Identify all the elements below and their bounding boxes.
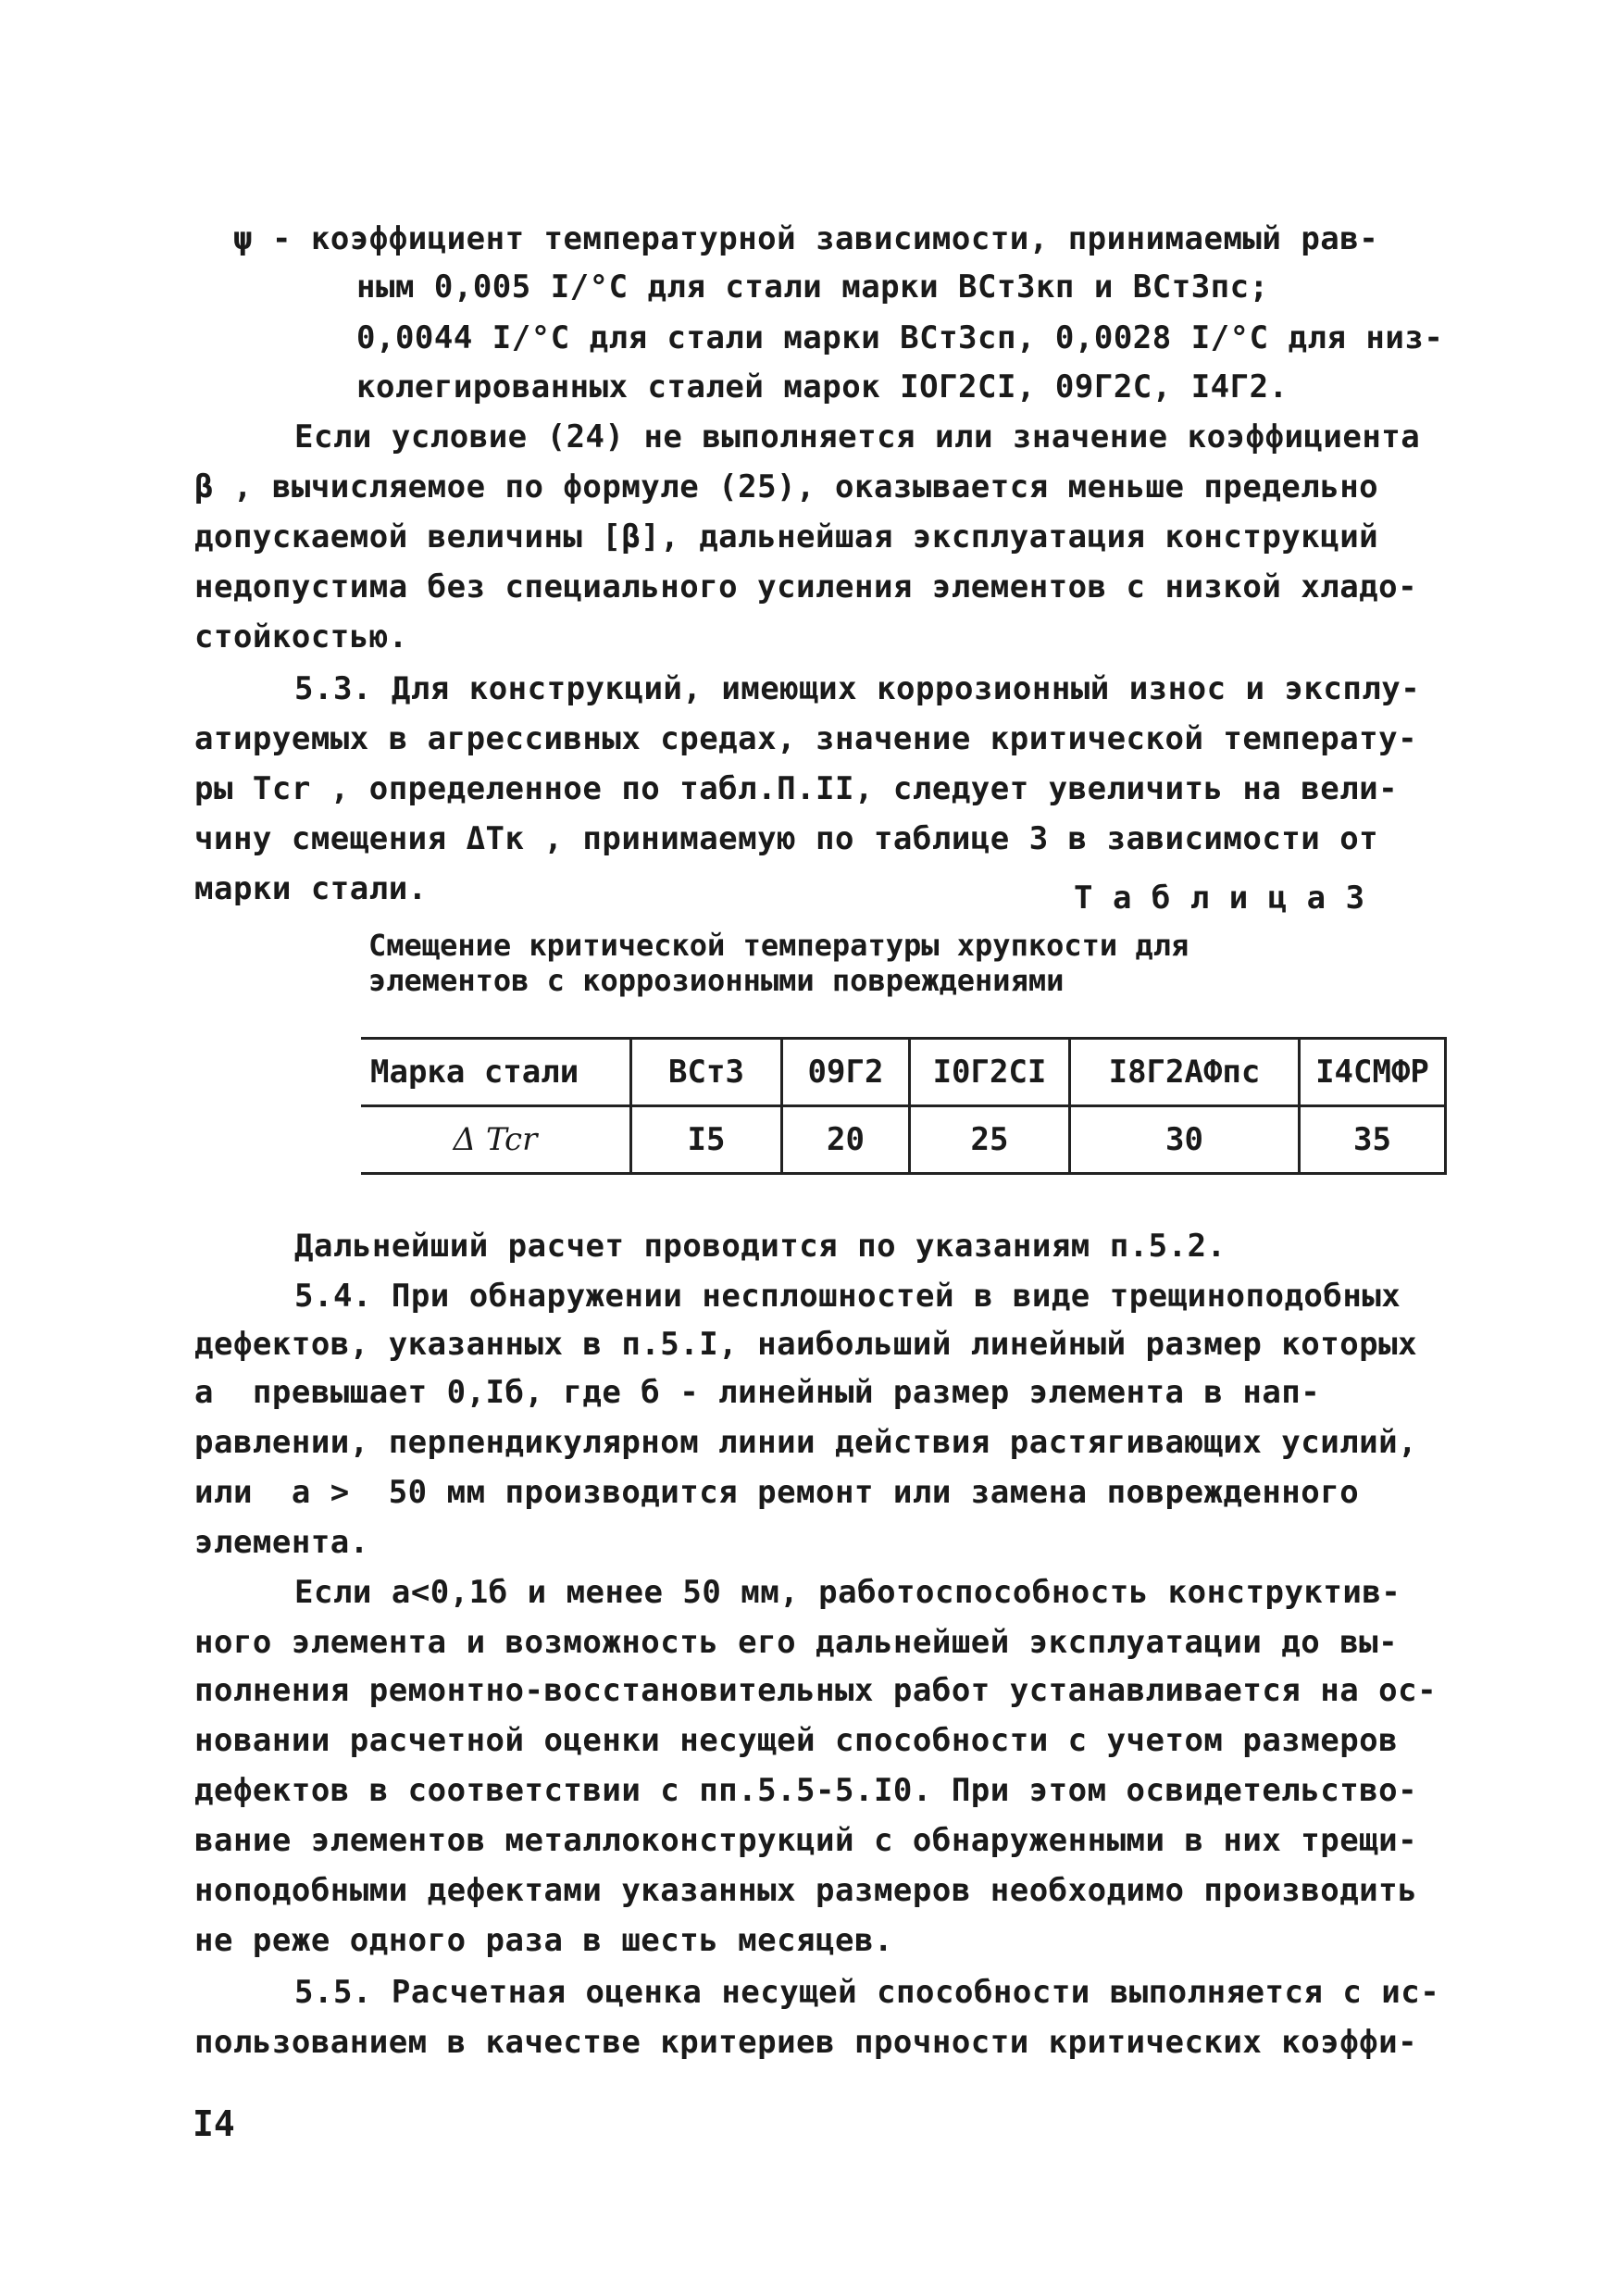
text-line: 5.4. При обнаружении несплошностей в виде трещиноподобных <box>294 1278 1401 1315</box>
text-line: недопустима без специального усиления элементов с низкой хладо- <box>194 568 1418 605</box>
text-line: или a > 50 мм производится ремонт или замена поврежденного <box>194 1474 1360 1511</box>
table-cell: 30 <box>1070 1106 1300 1174</box>
text-line: 5.5. Расчетная оценка несущей способности выполняется с ис- <box>294 1974 1440 2011</box>
steel-shift-table <box>361 1037 1447 1175</box>
table-cell: 20 <box>782 1106 910 1174</box>
text-line: дефектов, указанных в п.5.I, наибольший линейный размер которых <box>194 1326 1418 1363</box>
text-line: стойкостью. <box>194 618 408 655</box>
table-label: Т а б л и ц а 3 <box>1074 880 1365 917</box>
text-line: ψ - коэффициент температурной зависимости, принимаемый рав- <box>233 220 1379 257</box>
table-header-cell: I4СМФР <box>1300 1039 1446 1106</box>
table-caption: Смещение критической температуры хрупкости для <box>368 928 1189 963</box>
text-line: Если a<0,1б и менее 50 мм, работоспособность конструктив- <box>294 1574 1401 1611</box>
table-cell: I5 <box>631 1106 782 1174</box>
text-line: элемента. <box>194 1524 369 1561</box>
table-row-label: Δ Tcr <box>361 1106 631 1174</box>
text-line: 5.3. Для конструкций, имеющих коррозионный износ и эксплу- <box>294 670 1421 707</box>
text-line: ры Tcr , определенное по табл.П.II, следует увеличить на вели- <box>194 770 1399 807</box>
text-line: 0,0044 I/°C для стали марки ВСт3сп, 0,0028 I/°C для низ- <box>356 319 1444 356</box>
text-line: вание элементов металлоконструкций с обнаруженными в них трещи- <box>194 1822 1418 1859</box>
text-line: дефектов в соответствии с пп.5.5-5.I0. При этом освидетельство- <box>194 1772 1418 1809</box>
text-line: новании расчетной оценки несущей способности с учетом размеров <box>194 1722 1399 1759</box>
text-line: Дальнейший расчет проводится по указаниям п.5.2. <box>294 1228 1227 1265</box>
text-line: не реже одного раза в шесть месяцев. <box>194 1922 893 1959</box>
text-line: колегированных сталей марок IOГ2CI, 09Г2С, I4Г2. <box>356 368 1289 406</box>
table-cell: 35 <box>1300 1106 1446 1174</box>
text-line: равлении, перпендикулярном линии действия растягивающих усилий, <box>194 1424 1418 1461</box>
text-line: ноподобными дефектами указанных размеров необходимо производить <box>194 1872 1418 1909</box>
table-cell: 25 <box>910 1106 1070 1174</box>
text-line: ным 0,005 I/°C для стали марки ВСт3кп и ВСт3пс; <box>356 268 1269 306</box>
text-line: полнения ремонтно-восстановительных работ устанавливается на ос- <box>194 1672 1438 1709</box>
table-header-cell: I0Г2СI <box>910 1039 1070 1106</box>
table-header-cell: 09Г2 <box>782 1039 910 1106</box>
text-line: пользованием в качестве критериев прочности критических коэффи- <box>194 2024 1418 2061</box>
text-line: Если условие (24) не выполняется или значение коэффициента <box>294 418 1421 455</box>
table-header-cell: I8Г2АФпс <box>1070 1039 1300 1106</box>
text-line: допускаемой величины [β], дальнейшая эксплуатация конструкций <box>194 518 1379 555</box>
page-number: I4 <box>193 2103 235 2144</box>
text-line: a превышает 0,Iб, где б - линейный размер элемента в нап- <box>194 1374 1321 1411</box>
text-line: β , вычисляемое по формуле (25), оказывается меньше предельно <box>194 468 1379 505</box>
text-line: марки стали. <box>194 870 428 907</box>
text-line: ного элемента и возможность его дальнейшей эксплуатации до вы- <box>194 1624 1399 1661</box>
text-line: чину смещения ΔTк , принимаемую по таблице 3 в зависимости от <box>194 820 1379 857</box>
table-caption: элементов с коррозионными повреждениями <box>368 963 1065 998</box>
text-line: атируемых в агрессивных средах, значение критической температу- <box>194 720 1418 757</box>
table-header-cell: Марка стали <box>361 1039 631 1106</box>
table-header-cell: ВСт3 <box>631 1039 782 1106</box>
